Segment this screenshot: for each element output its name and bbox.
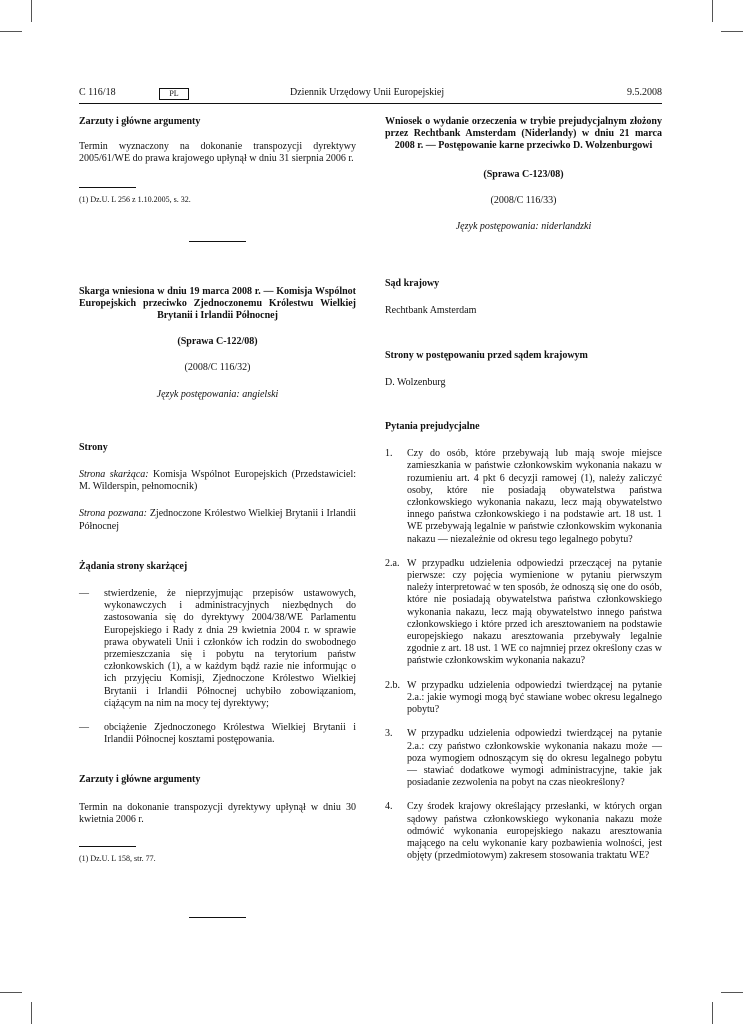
page-header bbox=[79, 87, 662, 104]
question-text: W przypadku udzielenia odpowiedzi twierdzącej na pytanie 2.a.: jakie wymogi mogą być stawiane wobec okresu legalnego pobytu? bbox=[407, 679, 662, 716]
court-name: Rechtbank Amsterdam bbox=[385, 305, 477, 317]
footnote bbox=[79, 854, 356, 864]
claims-list bbox=[79, 588, 356, 746]
footnote-text: Dz.U. L 158, str. 77. bbox=[90, 854, 156, 864]
questions-list bbox=[385, 448, 662, 862]
crop-mark-bottom-right bbox=[712, 1002, 713, 1024]
procedure-language: Język postępowania: niderlandzki bbox=[455, 221, 592, 233]
applicant-paragraph bbox=[79, 469, 356, 493]
case-number: (Sprawa C-123/08) bbox=[483, 168, 564, 180]
section-heading-claims: Żądania strony skarżącej bbox=[79, 560, 188, 572]
question-item bbox=[385, 680, 662, 717]
crop-mark-bottom-left bbox=[31, 1002, 32, 1024]
question-item bbox=[385, 558, 662, 668]
question-item bbox=[385, 448, 662, 546]
footnote-mark: (1) bbox=[79, 194, 89, 204]
language-badge: PL bbox=[159, 88, 189, 100]
defendant-label: Strona pozwana: bbox=[79, 508, 147, 520]
procedure-language: Język postępowania: angielski bbox=[156, 388, 279, 400]
right-column bbox=[385, 116, 662, 862]
section-heading-parties: Strony w postępowaniu przed sądem krajowym bbox=[385, 349, 588, 361]
case-reference: (2008/C 116/32) bbox=[184, 362, 251, 374]
question-text: W przypadku udzielenia odpowiedzi przeczącej na pytanie pierwsze: czy pojęcia wymienione w pytaniu pierwszym należy interpretować w ten sposób, że odnoszą się one do osób, które nie posiadają obywatelstwa państwa członkowskiego wykonania nakazu, lecz mają obywatelstwo innego państwa członkowskiego i które przed ich aresztowaniem na podstawie europejskiego nakazu aresztowania przebywały legalnie zgodnie z art. 18 ust. 1 WE co najmniej przez określony czas w państwie członkowskim wykonania nakazu? bbox=[407, 557, 662, 667]
footnote-text: Dz.U. L 256 z 1.10.2005, s. 32. bbox=[90, 194, 191, 204]
crop-mark-top-left bbox=[31, 0, 32, 22]
case-reference: (2008/C 116/33) bbox=[490, 194, 557, 206]
defendant-paragraph bbox=[79, 508, 356, 532]
journal-title: Dziennik Urzędowy Unii Europejskiej bbox=[290, 87, 445, 98]
case-number: (Sprawa C-122/08) bbox=[177, 336, 258, 348]
section-divider bbox=[189, 917, 246, 918]
footnote-rule bbox=[79, 187, 136, 188]
applicant-label: Strona skarżąca: bbox=[79, 469, 149, 481]
footnote-mark: (1) bbox=[79, 854, 89, 864]
question-text: Czy środek krajowy określający przesłanki, w których organ sądowy państwa członkowskiego wykonania nakazu może odmówić wykonania europejskiego nakazu aresztowania mającego na celu wykonanie kary pozbawienia wolności, jest objęty (przedmiotowym) zakresem stosowania traktatu WE? bbox=[407, 801, 662, 862]
list-item: — obciążenie Zjednoczonego Królestwa Wielkiej Brytanii i Irlandii Północnej kosztami postępowania. bbox=[79, 722, 356, 746]
question-item bbox=[385, 728, 662, 789]
question-number: 2.a. bbox=[385, 557, 400, 569]
paragraph: Termin wyznaczony na dokonanie transpozycji dyrektywy 2005/61/WE do prawa krajowego upłynął w dniu 31 sierpnia 2006 r. bbox=[79, 141, 356, 165]
question-number: 3. bbox=[385, 728, 393, 740]
section-divider bbox=[189, 241, 246, 242]
question-number: 2.b. bbox=[385, 679, 400, 691]
crop-mark-top-right bbox=[712, 0, 713, 22]
section-heading: Zarzuty i główne argumenty bbox=[79, 116, 201, 127]
list-item: — stwierdzenie, że nieprzyjmując przepisów ustawowych, wykonawczych i administracyjnych niezbędnych do zastosowania się do dyrektywy 2004/38/WE Parlamentu Europejskiego i Rady z dnia 29 kwietnia 2004 r. w sprawie prawa obywateli Unii i członków ich rodzin do swobodnego przemieszczania się i pobytu na terytorium państw członkowskich (1), a w każdym bądź razie nie informując o ich przyjęciu Komisji, Zjednoczone Królestwo Wielkiej Brytanii i Irlandii Północnej uchybiło zobowiązaniom, ciążącym na nim na mocy tej dyrektywy; bbox=[79, 588, 356, 710]
crop-mark-right-bottom bbox=[721, 992, 743, 993]
section-heading-parties: Strony bbox=[79, 441, 108, 453]
section-heading-arguments: Zarzuty i główne argumenty bbox=[79, 774, 201, 786]
question-text: Czy do osób, które przebywają lub mają swoje miejsce zamieszkania w państwie członkowskim wykonania nakazu w rozumieniu art. 4 pkt 6 decyzji ramowej (1), należy zaliczyć osoby, które nie posiadają obywatelstwa państwa członkowskiego wykonania nakazu, lecz mają obywatelstwo innego państwa członkowskiego i na podstawie art. 18 ust. 1 WE przebywają legalnie w państwie członkowskim wykonania nakazu — niezależnie od okresu tego legalnego pobytu? bbox=[407, 448, 662, 545]
party-name: D. Wolzenburg bbox=[385, 376, 446, 388]
issue-number: C 116/18 bbox=[79, 87, 116, 98]
question-item bbox=[385, 801, 662, 862]
defendant-text: Zjednoczone Królestwo Wielkiej Brytanii i Irlandii Północnej bbox=[79, 508, 356, 532]
crop-mark-left-top bbox=[0, 31, 22, 32]
question-number: 4. bbox=[385, 801, 393, 813]
question-text: W przypadku udzielenia odpowiedzi twierdzącej na pytanie 2.a.: czy państwo członkowskie wykonania nakazu może — poza wymogiem odnoszącym się do okresu legalnego pobytu — stawiać dodatkowe wymogi administracyjne, takie jak posiadanie zezwolenia na pobyt na czas nieokreślony? bbox=[407, 728, 662, 789]
crop-mark-left-bottom bbox=[0, 992, 22, 993]
crop-mark-right-top bbox=[721, 31, 743, 32]
paragraph: Termin na dokonanie transpozycji dyrektywy upłynął w dniu 30 kwietnia 2006 r. bbox=[79, 801, 356, 825]
question-number: 1. bbox=[385, 448, 393, 460]
issue-date: 9.5.2008 bbox=[627, 87, 662, 98]
footnote-rule bbox=[79, 846, 136, 847]
header-rule bbox=[79, 103, 662, 104]
applicant-text: Komisja Wspólnot Europejskich (Przedstawiciel: M. Wilderspin, pełnomocnik) bbox=[79, 469, 356, 493]
footnote bbox=[79, 195, 356, 205]
left-column bbox=[79, 116, 356, 918]
section-heading-questions: Pytania prejudycjalne bbox=[385, 421, 480, 433]
case-title: Skarga wniesiona w dniu 19 marca 2008 r. — Komisja Wspólnot Europejskich przeciwko Zjednoczonemu Królestwu Wielkiej Brytanii i Irlandii Północnej bbox=[79, 285, 356, 322]
section-heading-court: Sąd krajowy bbox=[385, 278, 440, 290]
case-title: Wniosek o wydanie orzeczenia w trybie prejudycjalnym złożony przez Rechtbank Amsterdam (Niderlandy) w dniu 21 marca 2008 r. — Postępowanie karne przeciwko D. Wolzenburgowi bbox=[385, 116, 662, 152]
